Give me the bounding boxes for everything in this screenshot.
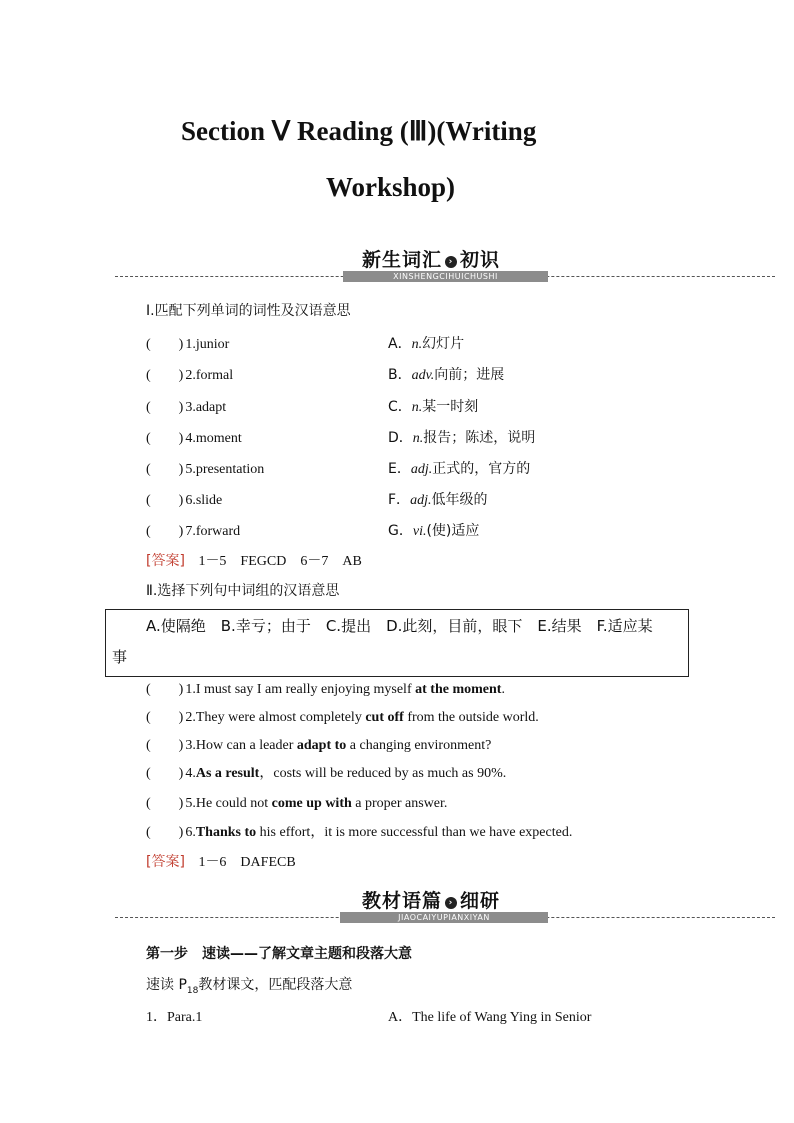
banner-pinyin-strip: JIAOCAIYUPIANXIYAN [340,912,548,923]
sentence-post: from the outside world. [403,710,539,725]
vocab-item [146,458,264,478]
part2-answer [146,851,296,871]
option-pos: vi. [412,524,427,539]
option-letter: G． [388,523,413,539]
sentence-post: a proper answer. [351,796,448,811]
sentence-pre: 1.I must say I am really enjoying myself [185,682,416,697]
vocab-option [388,396,478,416]
step-instruction: 速读 $P_{18}$教材课文，匹配段落大意 [146,977,353,996]
option-meaning: 低年级的 [431,492,488,508]
step-heading: 第一步 速读——了解文章主题和段落大意 [146,946,412,962]
answer-label: [答案] [146,854,185,870]
option-letter: A． [388,336,412,352]
sentence-phrase: come up with [271,796,352,811]
vocab-item [146,427,242,447]
answer-label: [答案] [146,553,185,569]
sentence-item [146,734,491,754]
option-letter: B． [388,367,412,383]
sentence-phrase: cut off [365,710,404,725]
answer-blank[interactable]: ( ) [146,400,184,415]
answer-blank[interactable]: ( ) [146,738,184,753]
sentence-post: ，costs will be reduced by as much as 90%. [259,766,507,781]
option-pos: adv. [411,368,435,383]
option-letter: C． [388,399,412,415]
option-pos: n. [411,400,423,415]
part1-heading: Ⅰ.匹配下列单词的词性及汉语意思 [146,303,351,319]
vocab-item [146,396,226,416]
answer-blank[interactable]: ( ) [146,368,184,383]
sentence-phrase: Thanks to [195,825,257,840]
vocab-option [388,489,487,509]
part1-answer [146,550,362,570]
options-box-line1: A.使隔绝 B.幸亏；由于 C.提出 D.此刻，目前，眼下 E.结果 F.适应某 [146,617,653,635]
sentence-pre: 5.He could not [185,796,272,811]
vocab-word: 1.junior [185,337,230,352]
sentence-item [146,762,506,782]
chevron-right-icon: › [445,897,457,909]
banner-label-emphasis: 细研 [460,890,501,912]
sentence-item [146,792,447,812]
option-meaning: 某一时刻 [422,399,479,415]
options-box-line2: 事 [112,648,128,666]
vocab-word: 7.forward [185,524,241,539]
option-meaning: 幻灯片 [422,336,465,352]
answer-blank[interactable]: ( ) [146,524,184,539]
page-title-line2: Workshop) [326,172,456,202]
vocab-option [388,427,535,447]
sentence-post: . [501,682,505,697]
options-box [105,609,689,677]
banner-pinyin-strip: XINSHENGCIHUICHUSHI [343,271,548,282]
banner-label: 新生词汇 [362,249,443,271]
option-pos: n. [412,431,424,446]
vocab-item [146,364,233,384]
vocab-option [388,333,464,353]
vocab-word: 2.formal [185,368,234,383]
vocab-item [146,489,222,509]
option-letter: D． [388,430,413,446]
match-item-left: 1．Para.1 [146,1010,203,1025]
section-banner-vocabulary [115,243,775,283]
sentence-item [146,821,572,841]
sentence-post: his effort，it is more successful than we have expected. [256,825,573,840]
vocab-word: 3.adapt [185,400,227,415]
option-pos: n. [411,337,423,352]
vocab-word: 4.moment [185,431,242,446]
page-title-line1: Section Ⅴ Reading (Ⅲ)(Writing [181,116,537,146]
sentence-phrase: at the moment [415,682,502,697]
option-meaning: 向前；进展 [434,367,505,383]
option-meaning: 正式的，官方的 [432,461,531,477]
option-letter: E． [388,461,411,477]
sentence-pre: 4. [185,766,196,781]
sentence-item [146,678,505,698]
sentence-post: a changing environment? [346,738,492,753]
sentence-pre: 6. [185,825,196,840]
answer-blank[interactable]: ( ) [146,431,184,446]
answer-blank[interactable]: ( ) [146,796,184,811]
vocab-item [146,333,229,353]
answer-blank[interactable]: ( ) [146,825,184,840]
answer-blank[interactable]: ( ) [146,462,184,477]
option-meaning: 报告；陈述，说明 [423,430,536,446]
vocab-option [388,520,479,540]
section-banner-text-study [115,884,775,924]
option-pos: adj. [410,462,433,477]
banner-label: 教材语篇 [362,890,443,912]
option-meaning: (使)适应 [426,523,480,539]
vocab-word: 5.presentation [185,462,265,477]
sentence-pre: 3.How can a leader [185,738,297,753]
answer-text: 1－6 DAFECB [198,855,296,870]
answer-blank[interactable]: ( ) [146,682,184,697]
match-item-right: A．The life of Wang Ying in Senior [388,1010,592,1025]
answer-text: 1－5 FEGCD 6－7 AB [198,554,362,569]
answer-blank[interactable]: ( ) [146,766,184,781]
vocab-word: 6.slide [185,493,223,508]
option-letter: F． [388,492,411,508]
option-pos: adj. [410,493,432,508]
sentence-phrase: adapt to [296,738,347,753]
part2-heading: Ⅱ.选择下列句中词组的汉语意思 [146,583,340,599]
answer-blank[interactable]: ( ) [146,493,184,508]
answer-blank[interactable]: ( ) [146,710,184,725]
sentence-phrase: As a result [195,766,260,781]
answer-blank[interactable]: ( ) [146,337,184,352]
vocab-option [388,364,504,384]
banner-label-emphasis: 初识 [460,249,501,271]
sentence-pre: 2.They were almost completely [185,710,366,725]
vocab-item [146,520,240,540]
sentence-item [146,706,539,726]
chevron-right-icon: › [445,256,457,268]
vocab-option [388,458,530,478]
